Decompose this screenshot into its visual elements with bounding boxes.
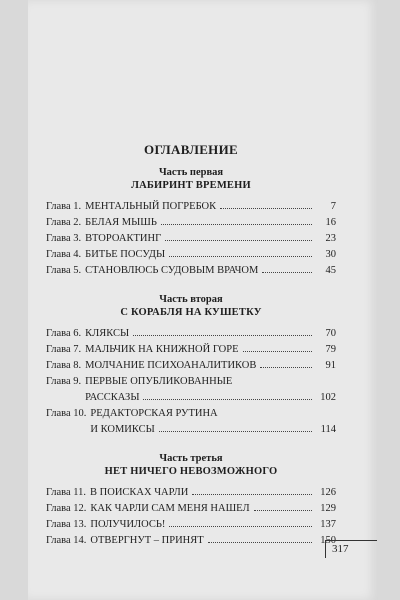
- leader-dots: [169, 256, 312, 257]
- leader-dots: [143, 399, 312, 400]
- toc-entry: [46, 485, 336, 501]
- leader-dots: [243, 351, 313, 352]
- part-name: ЛАБИРИНТ ВРЕМЕНИ: [131, 180, 251, 191]
- toc-part: [46, 166, 336, 279]
- chapter-number: Глава 3.: [46, 233, 82, 244]
- leader-dots: [133, 335, 312, 336]
- chapter-number: Глава 2.: [46, 217, 82, 228]
- chapter-page: 45: [325, 265, 336, 276]
- chapter-number: Глава 7.: [46, 344, 82, 355]
- chapter-title: БЕЛАЯ МЫШЬ: [85, 217, 157, 228]
- part-name: НЕТ НИЧЕГО НЕВОЗМОЖНОГО: [104, 466, 278, 477]
- toc-entry: [46, 342, 336, 358]
- chapter-title-cont: РАССКАЗЫ: [85, 392, 140, 403]
- chapter-title: ВТОРОАКТИНГ: [85, 233, 162, 244]
- toc-entry: [46, 247, 336, 263]
- chapter-number: Глава 11.: [46, 487, 87, 498]
- leader-dots: [208, 542, 312, 543]
- chapter-title: МОЛЧАНИЕ ПСИХОАНАЛИТИКОВ: [85, 360, 257, 371]
- toc-entry: [46, 406, 336, 438]
- table-of-contents: [46, 142, 336, 563]
- page-number: 317: [325, 540, 377, 558]
- chapter-page: 137: [320, 519, 336, 530]
- chapter-title: КЛЯКСЫ: [85, 328, 130, 339]
- chapter-title: РЕДАКТОРСКАЯ РУТИНА: [90, 408, 218, 419]
- leader-dots: [262, 272, 312, 273]
- chapter-page: 91: [325, 360, 336, 371]
- toc-title: ОГЛАВЛЕНИЕ: [144, 142, 238, 157]
- chapter-title: СТАНОВЛЮСЬ СУДОВЫМ ВРАЧОМ: [85, 265, 259, 276]
- leader-dots: [161, 224, 312, 225]
- part-name: С КОРАБЛЯ НА КУШЕТКУ: [120, 307, 262, 318]
- chapter-page: 102: [320, 392, 336, 403]
- toc-part: [46, 293, 336, 438]
- chapter-number: Глава 8.: [46, 360, 82, 371]
- leader-dots: [260, 367, 312, 368]
- bleed-through-text: [196, 22, 386, 32]
- chapter-number: Глава 14.: [46, 535, 87, 546]
- chapter-number: Глава 12.: [46, 503, 87, 514]
- chapter-page: 16: [325, 217, 336, 228]
- chapter-number: Глава 5.: [46, 265, 82, 276]
- chapter-title: В ПОИСКАХ ЧАРЛИ: [90, 487, 189, 498]
- toc-part: [46, 452, 336, 549]
- chapter-title: МАЛЬЧИК НА КНИЖНОЙ ГОРЕ: [85, 344, 239, 355]
- chapter-page: 150: [320, 535, 336, 546]
- toc-entry: [46, 199, 336, 215]
- toc-entry: [46, 326, 336, 342]
- chapter-number: Глава 6.: [46, 328, 82, 339]
- toc-entry: [46, 215, 336, 231]
- chapter-page: 23: [325, 233, 336, 244]
- toc-parts: [46, 166, 336, 549]
- leader-dots: [165, 240, 312, 241]
- chapter-number: Глава 1.: [46, 201, 82, 212]
- chapter-title-cont: И КОМИКСЫ: [90, 424, 155, 435]
- toc-entry: [46, 358, 336, 374]
- chapter-number: Глава 9.: [46, 376, 82, 387]
- chapter-number: Глава 13.: [46, 519, 87, 530]
- chapter-page: 7: [330, 201, 336, 212]
- toc-entry: [46, 231, 336, 247]
- leader-dots: [192, 494, 312, 495]
- chapter-page: 126: [320, 487, 336, 498]
- toc-entry: [46, 263, 336, 279]
- chapter-title: КАК ЧАРЛИ САМ МЕНЯ НАШЕЛ: [90, 503, 250, 514]
- part-label: Часть первая: [158, 167, 224, 178]
- toc-entry: [46, 517, 336, 533]
- leader-dots: [169, 526, 312, 527]
- chapter-page: 70: [325, 328, 336, 339]
- chapter-title: ПЕРВЫЕ ОПУБЛИКОВАННЫЕ: [85, 376, 233, 387]
- part-label: Часть третья: [159, 453, 223, 464]
- chapter-page: 79: [325, 344, 336, 355]
- toc-entry: [46, 501, 336, 517]
- chapter-page: 30: [325, 249, 336, 260]
- part-label: Часть вторая: [159, 294, 223, 305]
- chapter-title: ОТВЕРГНУТ – ПРИНЯТ: [90, 535, 204, 546]
- leader-dots: [159, 431, 312, 432]
- chapter-number: Глава 4.: [46, 249, 82, 260]
- chapter-page: 129: [320, 503, 336, 514]
- chapter-page: 114: [320, 424, 336, 435]
- toc-entry: [46, 374, 336, 406]
- chapter-title: ПОЛУЧИЛОСЬ!: [90, 519, 166, 530]
- chapter-number: Глава 10.: [46, 408, 87, 419]
- chapter-title: МЕНТАЛЬНЫЙ ПОГРЕБОК: [85, 201, 217, 212]
- leader-dots: [220, 208, 312, 209]
- chapter-title: БИТЬЕ ПОСУДЫ: [85, 249, 166, 260]
- toc-entry: [46, 533, 336, 549]
- leader-dots: [254, 510, 312, 511]
